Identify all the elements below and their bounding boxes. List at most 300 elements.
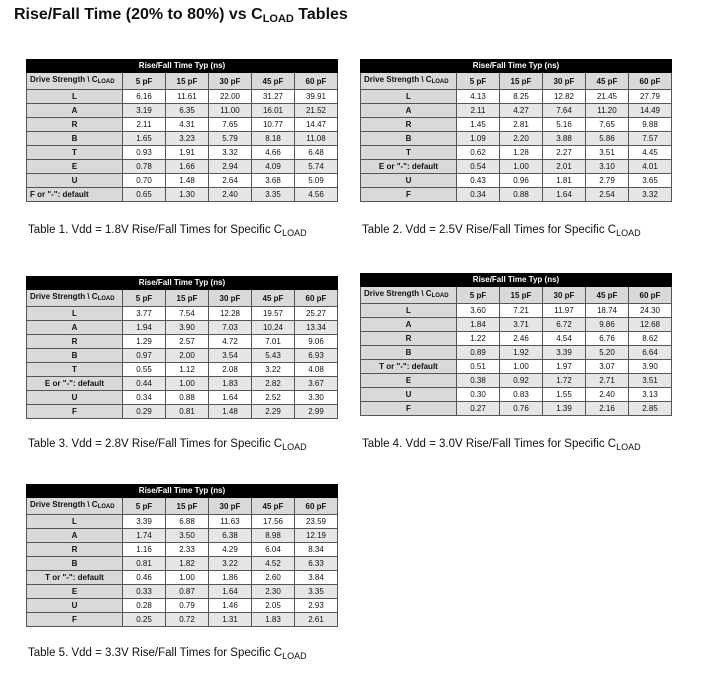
- column-header-row: [27, 498, 338, 515]
- value-cell: 5.74: [295, 160, 338, 174]
- rise-fall-table: [26, 59, 338, 202]
- value-cell: 21.52: [295, 104, 338, 118]
- value-cell: 1.16: [123, 543, 166, 557]
- value-cell: 1.92: [500, 346, 543, 360]
- value-cell: 0.83: [500, 388, 543, 402]
- load-subscript: LOAD: [97, 504, 115, 510]
- value-cell: 3.88: [543, 132, 586, 146]
- table-row: [361, 332, 672, 346]
- table-row: [27, 613, 338, 627]
- value-cell: 3.54: [209, 349, 252, 363]
- value-cell: 8.25: [500, 90, 543, 104]
- table-4-caption: [362, 438, 641, 452]
- value-cell: 0.55: [123, 363, 166, 377]
- column-header: 5 pF: [123, 290, 166, 307]
- value-cell: 1.46: [209, 599, 252, 613]
- value-cell: 1.91: [166, 146, 209, 160]
- value-cell: 16.01: [252, 104, 295, 118]
- value-cell: 2.71: [586, 374, 629, 388]
- rise-fall-table: [26, 276, 338, 419]
- table-banner-row: [361, 274, 672, 287]
- table-row: [27, 321, 338, 335]
- value-cell: 0.34: [457, 188, 500, 202]
- value-cell: 25.27: [295, 307, 338, 321]
- value-cell: 7.57: [629, 132, 672, 146]
- table-banner-row: [27, 485, 338, 498]
- column-header: 45 pF: [586, 73, 629, 90]
- table-row: [361, 104, 672, 118]
- value-cell: 13.34: [295, 321, 338, 335]
- table-row: [361, 188, 672, 202]
- value-cell: 7.54: [166, 307, 209, 321]
- value-cell: 3.35: [252, 188, 295, 202]
- table-row: [361, 374, 672, 388]
- value-cell: 1.00: [500, 360, 543, 374]
- table-row: [361, 146, 672, 160]
- value-cell: 6.48: [295, 146, 338, 160]
- value-cell: 4.45: [629, 146, 672, 160]
- value-cell: 22.00: [209, 90, 252, 104]
- value-cell: 1.00: [500, 160, 543, 174]
- value-cell: 10.77: [252, 118, 295, 132]
- drive-strength-cell: U: [361, 388, 457, 402]
- table-row: [27, 335, 338, 349]
- value-cell: 4.27: [500, 104, 543, 118]
- table-row: [27, 118, 338, 132]
- table-banner-row: [361, 60, 672, 73]
- caption-subscript: LOAD: [282, 442, 307, 452]
- column-header-row: [361, 73, 672, 90]
- value-cell: 12.28: [209, 307, 252, 321]
- table-row: [361, 304, 672, 318]
- column-header: 30 pF: [543, 73, 586, 90]
- value-cell: 5.43: [252, 349, 295, 363]
- value-cell: 7.21: [500, 304, 543, 318]
- value-cell: 0.76: [500, 402, 543, 416]
- value-cell: 2.94: [209, 160, 252, 174]
- drive-strength-cell: A: [27, 529, 123, 543]
- value-cell: 2.00: [166, 349, 209, 363]
- value-cell: 0.78: [123, 160, 166, 174]
- value-cell: 6.64: [629, 346, 672, 360]
- table-banner: Rise/Fall Time Typ (ns): [361, 274, 672, 287]
- column-header-drive-strength: [27, 498, 123, 515]
- caption-subscript: LOAD: [282, 651, 307, 661]
- value-cell: 12.68: [629, 318, 672, 332]
- drive-strength-cell: T or "-": default: [27, 571, 123, 585]
- value-cell: 2.11: [123, 118, 166, 132]
- drive-strength-cell: R: [361, 118, 457, 132]
- value-cell: 2.52: [252, 391, 295, 405]
- table-row: [27, 557, 338, 571]
- drive-strength-label: Drive Strength \ C: [30, 75, 98, 84]
- value-cell: 1.30: [166, 188, 209, 202]
- value-cell: 1.83: [252, 613, 295, 627]
- value-cell: 4.31: [166, 118, 209, 132]
- table-banner: Rise/Fall Time Typ (ns): [27, 277, 338, 290]
- value-cell: 9.88: [629, 118, 672, 132]
- value-cell: 0.38: [457, 374, 500, 388]
- table-row: [27, 377, 338, 391]
- drive-strength-cell: L: [361, 90, 457, 104]
- drive-strength-cell: A: [27, 104, 123, 118]
- value-cell: 6.33: [295, 557, 338, 571]
- value-cell: 8.34: [295, 543, 338, 557]
- value-cell: 3.30: [295, 391, 338, 405]
- value-cell: 1.94: [123, 321, 166, 335]
- value-cell: 1.28: [500, 146, 543, 160]
- value-cell: 3.19: [123, 104, 166, 118]
- drive-strength-cell: U: [27, 391, 123, 405]
- drive-strength-cell: U: [27, 174, 123, 188]
- value-cell: 3.51: [629, 374, 672, 388]
- value-cell: 7.03: [209, 321, 252, 335]
- table-banner-row: [27, 277, 338, 290]
- table-row: [27, 174, 338, 188]
- value-cell: 1.09: [457, 132, 500, 146]
- value-cell: 5.86: [586, 132, 629, 146]
- value-cell: 4.72: [209, 335, 252, 349]
- table-row: [361, 174, 672, 188]
- value-cell: 4.08: [295, 363, 338, 377]
- rise-fall-table: [360, 273, 672, 416]
- drive-strength-cell: A: [361, 318, 457, 332]
- value-cell: 19.57: [252, 307, 295, 321]
- table-row: [27, 543, 338, 557]
- table-row: [27, 132, 338, 146]
- drive-strength-cell: B: [361, 346, 457, 360]
- table-row: [361, 402, 672, 416]
- value-cell: 1.29: [123, 335, 166, 349]
- value-cell: 6.35: [166, 104, 209, 118]
- value-cell: 4.13: [457, 90, 500, 104]
- value-cell: 1.31: [209, 613, 252, 627]
- value-cell: 5.16: [543, 118, 586, 132]
- value-cell: 2.29: [252, 405, 295, 419]
- value-cell: 0.29: [123, 405, 166, 419]
- value-cell: 10.24: [252, 321, 295, 335]
- value-cell: 0.43: [457, 174, 500, 188]
- table-banner: Rise/Fall Time Typ (ns): [361, 60, 672, 73]
- value-cell: 2.85: [629, 402, 672, 416]
- value-cell: 11.61: [166, 90, 209, 104]
- table-row: [27, 585, 338, 599]
- column-header-drive-strength: [361, 287, 457, 304]
- table-row: [361, 346, 672, 360]
- table-row: [27, 146, 338, 160]
- table-row: [361, 90, 672, 104]
- value-cell: 1.84: [457, 318, 500, 332]
- drive-strength-cell: R: [27, 543, 123, 557]
- column-header: 30 pF: [209, 290, 252, 307]
- value-cell: 1.00: [166, 571, 209, 585]
- load-subscript: LOAD: [431, 79, 449, 85]
- value-cell: 0.33: [123, 585, 166, 599]
- value-cell: 1.64: [543, 188, 586, 202]
- value-cell: 3.65: [629, 174, 672, 188]
- page-title-tail: Tables: [293, 6, 348, 23]
- table-row: [27, 571, 338, 585]
- column-header: 5 pF: [123, 498, 166, 515]
- value-cell: 1.64: [209, 391, 252, 405]
- value-cell: 2.46: [500, 332, 543, 346]
- drive-strength-cell: L: [27, 90, 123, 104]
- table-row: [27, 405, 338, 419]
- value-cell: 0.46: [123, 571, 166, 585]
- caption-subscript: LOAD: [282, 228, 307, 238]
- caption-text: Table 4. Vdd = 3.0V Rise/Fall Times for Specific C: [362, 438, 617, 450]
- value-cell: 3.07: [586, 360, 629, 374]
- table-row: [27, 391, 338, 405]
- drive-strength-cell: L: [27, 515, 123, 529]
- value-cell: 3.84: [295, 571, 338, 585]
- value-cell: 4.29: [209, 543, 252, 557]
- value-cell: 3.71: [500, 318, 543, 332]
- table-row: [27, 515, 338, 529]
- value-cell: 27.79: [629, 90, 672, 104]
- column-header: 60 pF: [295, 290, 338, 307]
- value-cell: 4.52: [252, 557, 295, 571]
- value-cell: 6.16: [123, 90, 166, 104]
- table-row: [27, 160, 338, 174]
- value-cell: 5.20: [586, 346, 629, 360]
- page-title-main: Rise/Fall Time (20% to 80%) vs C: [14, 6, 263, 23]
- value-cell: 2.40: [209, 188, 252, 202]
- drive-strength-cell: U: [27, 599, 123, 613]
- value-cell: 3.39: [543, 346, 586, 360]
- drive-strength-cell: B: [27, 132, 123, 146]
- column-header: 60 pF: [629, 287, 672, 304]
- drive-strength-cell: L: [361, 304, 457, 318]
- load-subscript: LOAD: [431, 293, 449, 299]
- load-subscript: LOAD: [97, 296, 115, 302]
- value-cell: 9.06: [295, 335, 338, 349]
- value-cell: 1.72: [543, 374, 586, 388]
- value-cell: 1.48: [166, 174, 209, 188]
- drive-strength-cell: R: [27, 335, 123, 349]
- value-cell: 2.79: [586, 174, 629, 188]
- drive-strength-cell: E: [361, 374, 457, 388]
- value-cell: 6.04: [252, 543, 295, 557]
- table-row: [361, 118, 672, 132]
- column-header: 15 pF: [166, 290, 209, 307]
- drive-strength-cell: E or "-": default: [361, 160, 457, 174]
- value-cell: 8.98: [252, 529, 295, 543]
- value-cell: 0.51: [457, 360, 500, 374]
- drive-strength-cell: A: [27, 321, 123, 335]
- value-cell: 7.65: [209, 118, 252, 132]
- column-header: 45 pF: [252, 73, 295, 90]
- value-cell: 0.81: [123, 557, 166, 571]
- value-cell: 2.60: [252, 571, 295, 585]
- value-cell: 0.44: [123, 377, 166, 391]
- drive-strength-label: Drive Strength \ C: [30, 500, 98, 509]
- value-cell: 1.00: [166, 377, 209, 391]
- value-cell: 7.65: [586, 118, 629, 132]
- value-cell: 0.81: [166, 405, 209, 419]
- value-cell: 14.47: [295, 118, 338, 132]
- drive-strength-cell: F: [27, 613, 123, 627]
- value-cell: 6.72: [543, 318, 586, 332]
- column-header: 15 pF: [166, 73, 209, 90]
- column-header: 5 pF: [457, 287, 500, 304]
- caption-text: Table 5. Vdd = 3.3V Rise/Fall Times for Specific C: [28, 647, 283, 659]
- load-subscript: LOAD: [97, 79, 115, 85]
- value-cell: 4.66: [252, 146, 295, 160]
- value-cell: 3.22: [252, 363, 295, 377]
- value-cell: 0.25: [123, 613, 166, 627]
- drive-strength-cell: E or "-": default: [27, 377, 123, 391]
- value-cell: 18.74: [586, 304, 629, 318]
- column-header: 5 pF: [123, 73, 166, 90]
- value-cell: 23.59: [295, 515, 338, 529]
- value-cell: 2.16: [586, 402, 629, 416]
- value-cell: 11.08: [295, 132, 338, 146]
- value-cell: 0.87: [166, 585, 209, 599]
- caption-subscript: LOAD: [616, 228, 641, 238]
- page-title: [14, 6, 348, 25]
- value-cell: 0.92: [500, 374, 543, 388]
- drive-strength-label: Drive Strength \ C: [364, 289, 432, 298]
- page-title-subscript: LOAD: [262, 13, 294, 25]
- value-cell: 2.27: [543, 146, 586, 160]
- value-cell: 1.64: [209, 585, 252, 599]
- value-cell: 31.27: [252, 90, 295, 104]
- value-cell: 4.09: [252, 160, 295, 174]
- value-cell: 0.28: [123, 599, 166, 613]
- value-cell: 0.88: [500, 188, 543, 202]
- column-header: 5 pF: [457, 73, 500, 90]
- drive-strength-cell: E: [27, 160, 123, 174]
- value-cell: 11.00: [209, 104, 252, 118]
- value-cell: 12.19: [295, 529, 338, 543]
- value-cell: 4.54: [543, 332, 586, 346]
- value-cell: 0.34: [123, 391, 166, 405]
- drive-strength-cell: U: [361, 174, 457, 188]
- drive-strength-cell: R: [27, 118, 123, 132]
- caption-text: Table 1. Vdd = 1.8V Rise/Fall Times for Specific C: [28, 224, 283, 236]
- value-cell: 4.56: [295, 188, 338, 202]
- value-cell: 0.54: [457, 160, 500, 174]
- value-cell: 2.20: [500, 132, 543, 146]
- value-cell: 3.23: [166, 132, 209, 146]
- table-3-caption: [28, 438, 307, 452]
- column-header-drive-strength: [27, 290, 123, 307]
- drive-strength-cell: B: [27, 349, 123, 363]
- value-cell: 7.64: [543, 104, 586, 118]
- value-cell: 6.93: [295, 349, 338, 363]
- column-header: 60 pF: [295, 73, 338, 90]
- value-cell: 1.55: [543, 388, 586, 402]
- value-cell: 3.77: [123, 307, 166, 321]
- table-5-caption: [28, 647, 307, 661]
- value-cell: 14.49: [629, 104, 672, 118]
- value-cell: 2.57: [166, 335, 209, 349]
- table-row: [361, 318, 672, 332]
- value-cell: 0.79: [166, 599, 209, 613]
- value-cell: 11.20: [586, 104, 629, 118]
- column-header: 45 pF: [252, 498, 295, 515]
- column-header: 45 pF: [586, 287, 629, 304]
- value-cell: 9.86: [586, 318, 629, 332]
- table-row: [361, 388, 672, 402]
- table-row: [27, 363, 338, 377]
- value-cell: 0.72: [166, 613, 209, 627]
- drive-strength-label: Drive Strength \ C: [364, 75, 432, 84]
- table-banner: Rise/Fall Time Typ (ns): [27, 60, 338, 73]
- column-header: 30 pF: [543, 287, 586, 304]
- value-cell: 11.97: [543, 304, 586, 318]
- value-cell: 2.81: [500, 118, 543, 132]
- value-cell: 11.63: [209, 515, 252, 529]
- drive-strength-cell: R: [361, 332, 457, 346]
- value-cell: 7.01: [252, 335, 295, 349]
- drive-strength-cell: F: [27, 405, 123, 419]
- table-5: [26, 484, 338, 627]
- value-cell: 3.32: [629, 188, 672, 202]
- value-cell: 2.64: [209, 174, 252, 188]
- drive-strength-cell: E: [27, 585, 123, 599]
- table-row: [27, 599, 338, 613]
- column-header: 45 pF: [252, 290, 295, 307]
- value-cell: 6.38: [209, 529, 252, 543]
- value-cell: 2.82: [252, 377, 295, 391]
- caption-text: Table 3. Vdd = 2.8V Rise/Fall Times for Specific C: [28, 438, 283, 450]
- column-header: 60 pF: [295, 498, 338, 515]
- value-cell: 1.65: [123, 132, 166, 146]
- value-cell: 2.11: [457, 104, 500, 118]
- table-row: [361, 360, 672, 374]
- column-header: 15 pF: [166, 498, 209, 515]
- column-header-drive-strength: [27, 73, 123, 90]
- value-cell: 3.10: [586, 160, 629, 174]
- value-cell: 24.30: [629, 304, 672, 318]
- drive-strength-cell: L: [27, 307, 123, 321]
- caption-subscript: LOAD: [616, 442, 641, 452]
- value-cell: 5.09: [295, 174, 338, 188]
- value-cell: 3.90: [629, 360, 672, 374]
- value-cell: 6.76: [586, 332, 629, 346]
- value-cell: 12.82: [543, 90, 586, 104]
- drive-strength-cell: F or "-": default: [27, 188, 123, 202]
- value-cell: 1.66: [166, 160, 209, 174]
- value-cell: 3.67: [295, 377, 338, 391]
- drive-strength-cell: A: [361, 104, 457, 118]
- column-header-drive-strength: [361, 73, 457, 90]
- column-header-row: [27, 290, 338, 307]
- table-1: [26, 59, 338, 202]
- table-row: [361, 160, 672, 174]
- value-cell: 0.97: [123, 349, 166, 363]
- value-cell: 3.68: [252, 174, 295, 188]
- table-1-caption: [28, 224, 307, 238]
- rise-fall-table: [360, 59, 672, 202]
- column-header: 30 pF: [209, 73, 252, 90]
- column-header-row: [361, 287, 672, 304]
- rise-fall-table: [26, 484, 338, 627]
- value-cell: 0.89: [457, 346, 500, 360]
- value-cell: 4.01: [629, 160, 672, 174]
- value-cell: 2.93: [295, 599, 338, 613]
- drive-strength-cell: T: [27, 146, 123, 160]
- value-cell: 2.33: [166, 543, 209, 557]
- value-cell: 8.62: [629, 332, 672, 346]
- drive-strength-cell: B: [361, 132, 457, 146]
- value-cell: 1.22: [457, 332, 500, 346]
- value-cell: 0.30: [457, 388, 500, 402]
- column-header: 15 pF: [500, 287, 543, 304]
- table-banner: Rise/Fall Time Typ (ns): [27, 485, 338, 498]
